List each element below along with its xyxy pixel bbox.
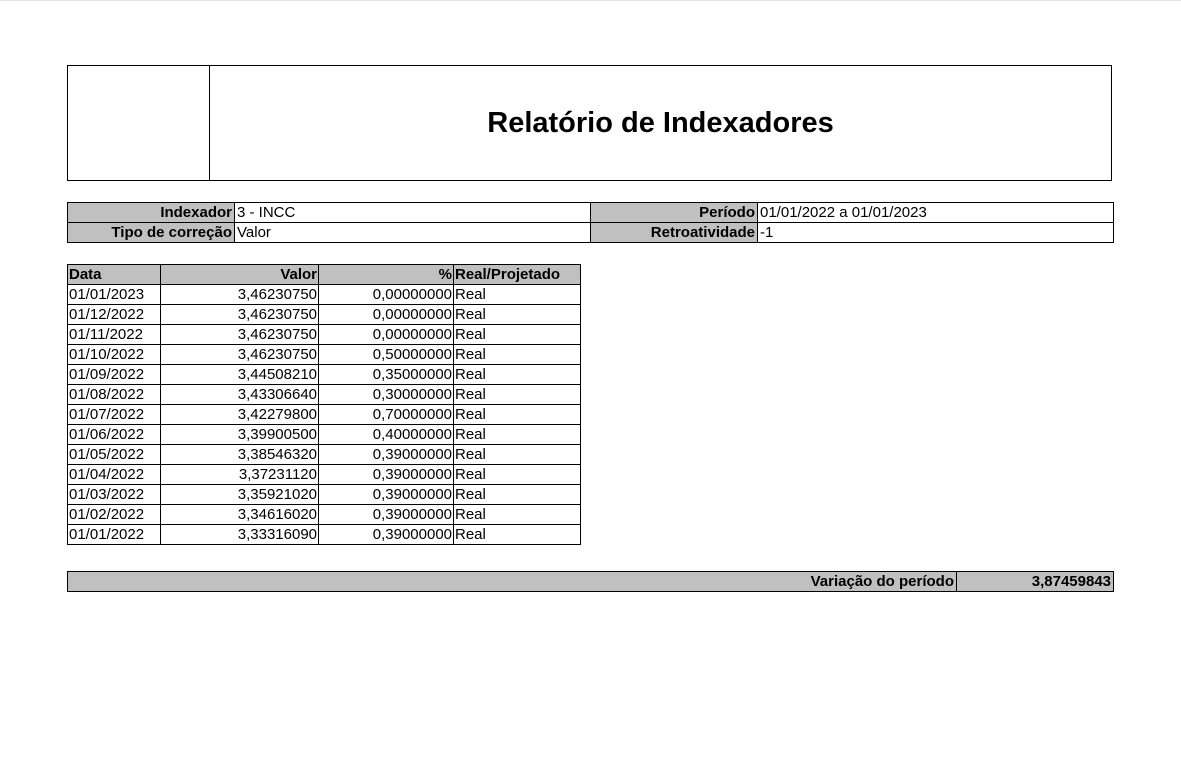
row-value: 3,46230750 — [161, 285, 319, 305]
indexador-value: 3 - INCC — [235, 203, 591, 223]
row-date: 01/01/2022 — [68, 525, 161, 545]
row-type: Real — [454, 425, 581, 445]
row-date: 01/05/2022 — [68, 445, 161, 465]
table-row — [68, 365, 581, 385]
table-row — [68, 525, 581, 545]
row-percent: 0,70000000 — [319, 405, 454, 425]
retroatividade-value: -1 — [758, 223, 1114, 243]
row-percent: 0,00000000 — [319, 285, 454, 305]
row-date: 01/10/2022 — [68, 345, 161, 365]
column-header-valor: Valor — [161, 265, 319, 285]
row-value: 3,46230750 — [161, 325, 319, 345]
row-value: 3,33316090 — [161, 525, 319, 545]
period-variation-summary — [67, 571, 1114, 592]
row-percent: 0,39000000 — [319, 525, 454, 545]
indexer-values-table — [67, 264, 581, 545]
row-date: 01/11/2022 — [68, 325, 161, 345]
periodo-label: Período — [591, 203, 758, 223]
table-row — [68, 305, 581, 325]
row-percent: 0,39000000 — [319, 485, 454, 505]
row-value: 3,43306640 — [161, 385, 319, 405]
row-value: 3,35921020 — [161, 485, 319, 505]
logo-placeholder — [68, 66, 210, 180]
table-row — [68, 485, 581, 505]
row-date: 01/12/2022 — [68, 305, 161, 325]
report-title: Relatório de Indexadores — [487, 106, 834, 139]
row-date: 01/04/2022 — [68, 465, 161, 485]
row-value: 3,39900500 — [161, 425, 319, 445]
row-value: 3,37231120 — [161, 465, 319, 485]
row-value: 3,42279800 — [161, 405, 319, 425]
row-date: 01/07/2022 — [68, 405, 161, 425]
table-row — [68, 425, 581, 445]
table-row — [68, 505, 581, 525]
row-type: Real — [454, 365, 581, 385]
tipo-correcao-value: Valor — [235, 223, 591, 243]
row-type: Real — [454, 445, 581, 465]
row-type: Real — [454, 285, 581, 305]
row-type: Real — [454, 405, 581, 425]
row-type: Real — [454, 305, 581, 325]
row-date: 01/02/2022 — [68, 505, 161, 525]
retroatividade-label: Retroatividade — [591, 223, 758, 243]
row-type: Real — [454, 385, 581, 405]
row-value: 3,38546320 — [161, 445, 319, 465]
summary-row — [68, 572, 1114, 592]
filters-row-1 — [68, 203, 1114, 223]
row-type: Real — [454, 525, 581, 545]
row-percent: 0,30000000 — [319, 385, 454, 405]
variation-label: Variação do período — [68, 572, 957, 592]
indexador-label: Indexador — [68, 203, 235, 223]
row-type: Real — [454, 505, 581, 525]
table-row — [68, 465, 581, 485]
tipo-correcao-label: Tipo de correção — [68, 223, 235, 243]
row-percent: 0,50000000 — [319, 345, 454, 365]
row-type: Real — [454, 465, 581, 485]
row-percent: 0,00000000 — [319, 305, 454, 325]
page-top-rule — [0, 0, 1181, 1]
row-value: 3,46230750 — [161, 345, 319, 365]
table-row — [68, 445, 581, 465]
column-header-percent: % — [319, 265, 454, 285]
report-filters — [67, 202, 1114, 243]
table-row — [68, 325, 581, 345]
row-percent: 0,39000000 — [319, 445, 454, 465]
table-header-row — [68, 265, 581, 285]
row-percent: 0,40000000 — [319, 425, 454, 445]
variation-value: 3,87459843 — [957, 572, 1114, 592]
table-row — [68, 285, 581, 305]
table-row — [68, 345, 581, 365]
row-date: 01/08/2022 — [68, 385, 161, 405]
table-row — [68, 405, 581, 425]
row-percent: 0,00000000 — [319, 325, 454, 345]
periodo-value: 01/01/2022 a 01/01/2023 — [758, 203, 1114, 223]
row-value: 3,34616020 — [161, 505, 319, 525]
report-header — [67, 65, 1112, 181]
row-date: 01/06/2022 — [68, 425, 161, 445]
row-type: Real — [454, 345, 581, 365]
row-date: 01/01/2023 — [68, 285, 161, 305]
row-percent: 0,39000000 — [319, 465, 454, 485]
row-type: Real — [454, 325, 581, 345]
row-percent: 0,39000000 — [319, 505, 454, 525]
column-header-data: Data — [68, 265, 161, 285]
row-value: 3,44508210 — [161, 365, 319, 385]
row-value: 3,46230750 — [161, 305, 319, 325]
row-date: 01/09/2022 — [68, 365, 161, 385]
column-header-real-projetado: Real/Projetado — [454, 265, 581, 285]
row-date: 01/03/2022 — [68, 485, 161, 505]
row-percent: 0,35000000 — [319, 365, 454, 385]
row-type: Real — [454, 485, 581, 505]
table-row — [68, 385, 581, 405]
filters-row-2 — [68, 223, 1114, 243]
